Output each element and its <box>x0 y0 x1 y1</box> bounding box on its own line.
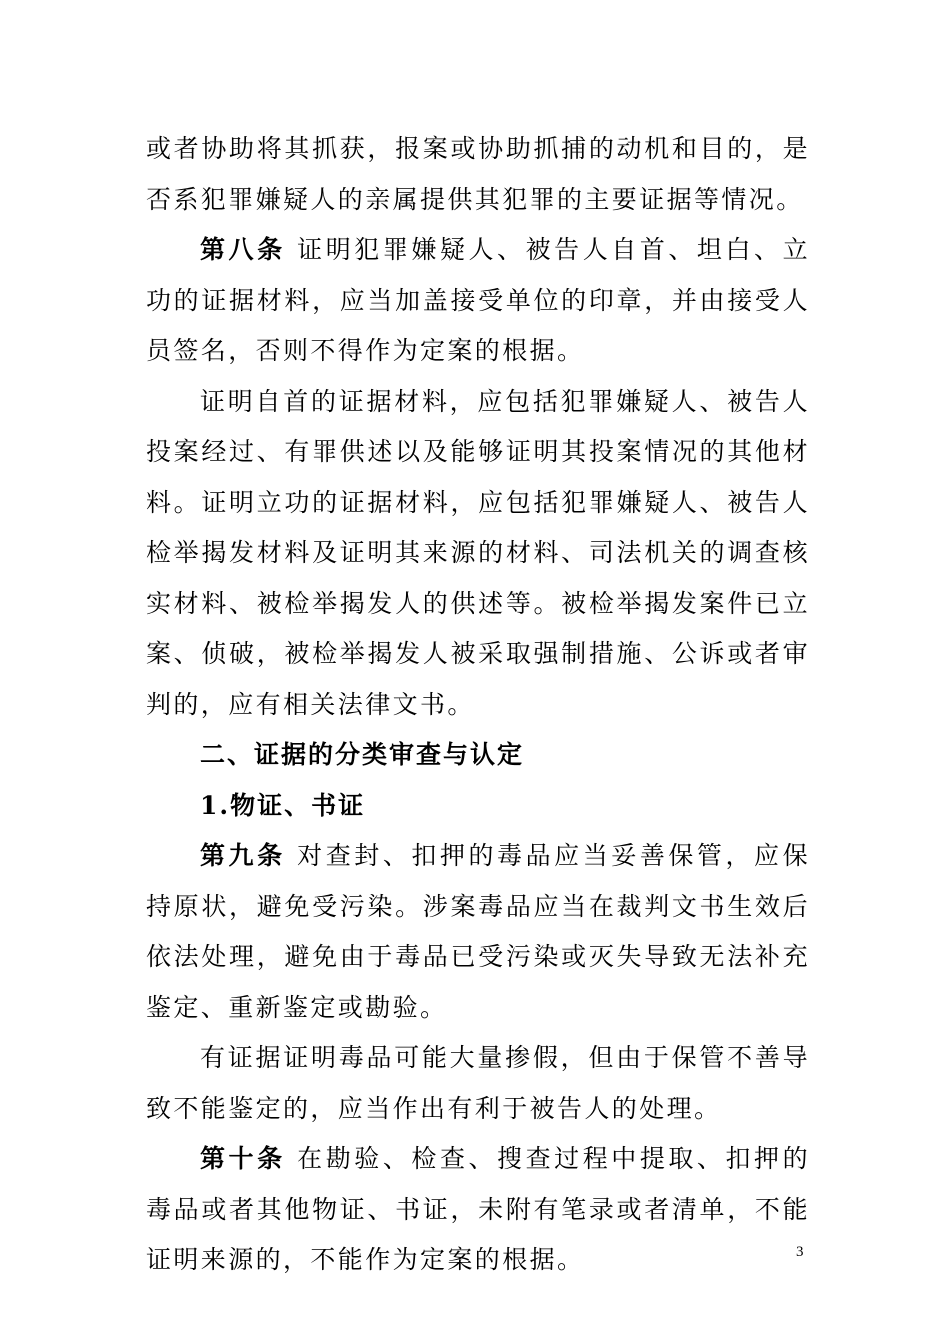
subsection-heading: 1.物证、书证 <box>200 790 366 820</box>
paragraph-evidence-materials <box>146 377 810 731</box>
article-text: 对查封、扣押的毒品应当妥善保管，应保持原状，避免受污染。涉案毒品应当在裁判文书生效后依法处理，避免由于毒品已受污染或灭失导致无法补充鉴定、重新鉴定或勘验。 <box>146 841 810 1022</box>
article-8 <box>146 225 810 377</box>
paragraph-text: 或者协助将其抓获，报案或协助抓捕的动机和目的，是否系犯罪嫌疑人的亲属提供其犯罪的主要证据等情况。 <box>146 134 810 214</box>
article-label: 第九条 <box>200 841 286 870</box>
paragraph-adulteration <box>146 1033 810 1134</box>
page-number: 3 <box>796 1244 804 1260</box>
article-label: 第八条 <box>200 235 286 264</box>
article-label: 第十条 <box>200 1144 286 1173</box>
article-text: 在勘验、检查、搜查过程中提取、扣押的毒品或者其他物证、书证，未附有笔录或者清单，不能证明来源的，不能作为定案的根据。 <box>146 1144 810 1274</box>
page-body <box>146 124 810 1286</box>
paragraph-text: 有证据证明毒品可能大量掺假，但由于保管不善导致不能鉴定的，应当作出有利于被告人的处理。 <box>146 1043 810 1123</box>
article-text: 证明犯罪嫌疑人、被告人自首、坦白、立功的证据材料，应当加盖接受单位的印章，并由接受人员签名，否则不得作为定案的根据。 <box>146 235 810 365</box>
paragraph-continuation <box>146 124 810 225</box>
article-10 <box>146 1134 810 1286</box>
paragraph-text: 证明自首的证据材料，应包括犯罪嫌疑人、被告人投案经过、有罪供述以及能够证明其投案情况的其他材料。证明立功的证据材料，应包括犯罪嫌疑人、被告人检举揭发材料及证明其来源的材料、司法机关的调查核实材料、被检举揭发人的供述等。被检举揭发案件已立案、侦破，被检举揭发人被采取强制措施、公诉或者审判的，应有相关法律文书。 <box>146 386 810 719</box>
section-heading: 二、证据的分类审查与认定 <box>200 740 525 769</box>
article-9 <box>146 831 810 1033</box>
